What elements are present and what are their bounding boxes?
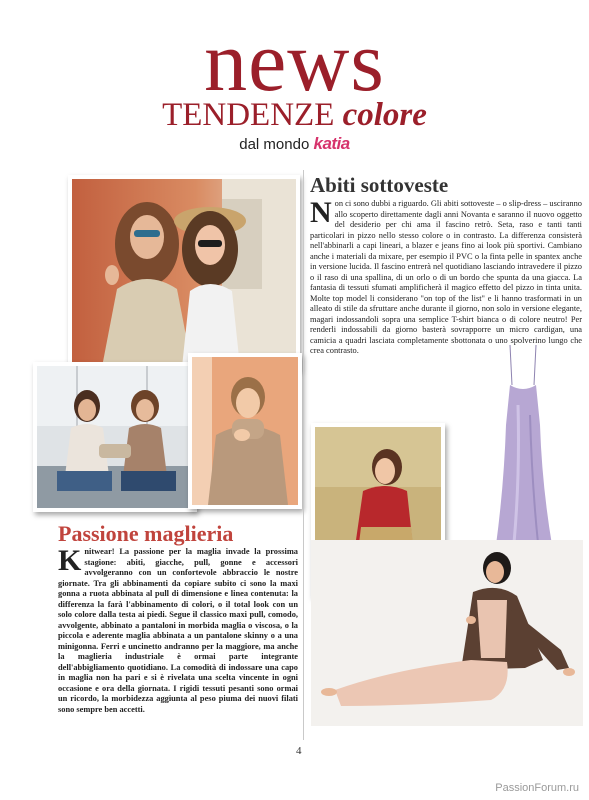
masthead-news: news bbox=[204, 13, 385, 109]
masthead-subtitle bbox=[0, 96, 589, 134]
tendenze-word: TENDENZE bbox=[162, 97, 335, 133]
section-title-abiti: Abiti sottoveste bbox=[310, 173, 449, 197]
passione-body-text: nitwear! La passione per la maglia invade la prossima stagione: abiti, giacche, pull, gonne e accessori avvolgeranno con un confortevole abbraccio le nostre giornate. Tra gli abbinamenti da copiare subito ci sono la maxi gonna a ruota abbinata al pull di dimensione e linea contenuta: la differenza la farà l'abbinamento di colori, o il total look con un solo colore dalla testa ai piedi. Segue il classico maxi pull, comodo, avvolgente, abbinato a pantaloni in morbida maglia o viscosa, o la piccola e aderente maglia abbinata a un pantalone skinny o a una minigonna. Ferri e uncinetto andranno per la maggiore, ma anche la maglieria industriale è ormai parte integrante dell'abbigliamento quotidiano. La comodità di indossare una capo in maglia non ha pari e si è rivelata una scelta vincente in ogni occasione e ora della giornata. I rigidi tessuti pesanti sono ormai un ricordo, la morbidezza aggiunta al peso piuma dei nuovi filati sono sempre ben accetti. bbox=[58, 547, 298, 714]
section-title-passione: Passione maglieria bbox=[58, 521, 234, 546]
lilac-slip-dress-image bbox=[490, 345, 558, 550]
woman-blazer-sitting-image bbox=[311, 540, 583, 726]
photo-knitting-women-image bbox=[37, 366, 193, 508]
abiti-dropcap: N bbox=[310, 199, 332, 229]
brand-line bbox=[0, 134, 589, 155]
photo-woman-turtleneck bbox=[188, 353, 302, 509]
photo-two-women-sunglasses-image bbox=[72, 179, 296, 367]
abiti-body-text: on ci sono dubbi a riguardo. Gli abiti sottoveste – o slip-dress – usciranno allo scoperto direttamente dagli anni Novanta e saranno il nuovo oggetto del desiderio per chi ama il fascino retrò. Seta, raso e tanti tanti particolari in pizzo nello stesso colore o in contrasto. La differenza consisterà nell'abbinarli a capi lineari, a blazer e jeans fino ai look più sportivi. Cambiano anche i materiali da mixare, per esempio il PVC o la finta pelle in spantex anche in versione lucida. Il fascino entrerà nel quotidiano lasciando intravedere il pizzo o il raso di una spallina, di un orlo o di un bordo che spunta da una giacca. La fantasia di tessuti sfumati amplificherà il magico effetto del pizzo in tinta unita. Molte top model li considerano "on top of the list" e li hanno trasformati in un alleato di stile da sfruttare anche durante il giorno, non solo in versione elegante, magari indossandoli sopra una semplice T-shirt bianca o di colore neutro! Per renderli indossabili da giorno basterà sovrapporre un micro cardigan, una camicia a quadri lasciata completamente sbottonata o uno spolverino lungo che crea contrasto. bbox=[310, 199, 582, 355]
passione-body bbox=[58, 547, 298, 739]
page-number: 4 bbox=[296, 745, 302, 757]
dal-mondo-text: dal mondo bbox=[239, 136, 310, 153]
photo-knitting-women bbox=[33, 362, 197, 512]
katia-logo: katia bbox=[313, 134, 350, 153]
column-divider bbox=[303, 170, 304, 740]
photo-lilac-slip-dress bbox=[490, 345, 558, 550]
photo-woman-blazer-sitting bbox=[311, 540, 583, 726]
colore-word: colore bbox=[342, 97, 427, 133]
photo-woman-turtleneck-image bbox=[192, 357, 298, 505]
watermark: PassionForum.ru bbox=[495, 782, 579, 794]
passione-dropcap: K bbox=[58, 547, 82, 577]
photo-two-women-sunglasses bbox=[68, 175, 300, 371]
